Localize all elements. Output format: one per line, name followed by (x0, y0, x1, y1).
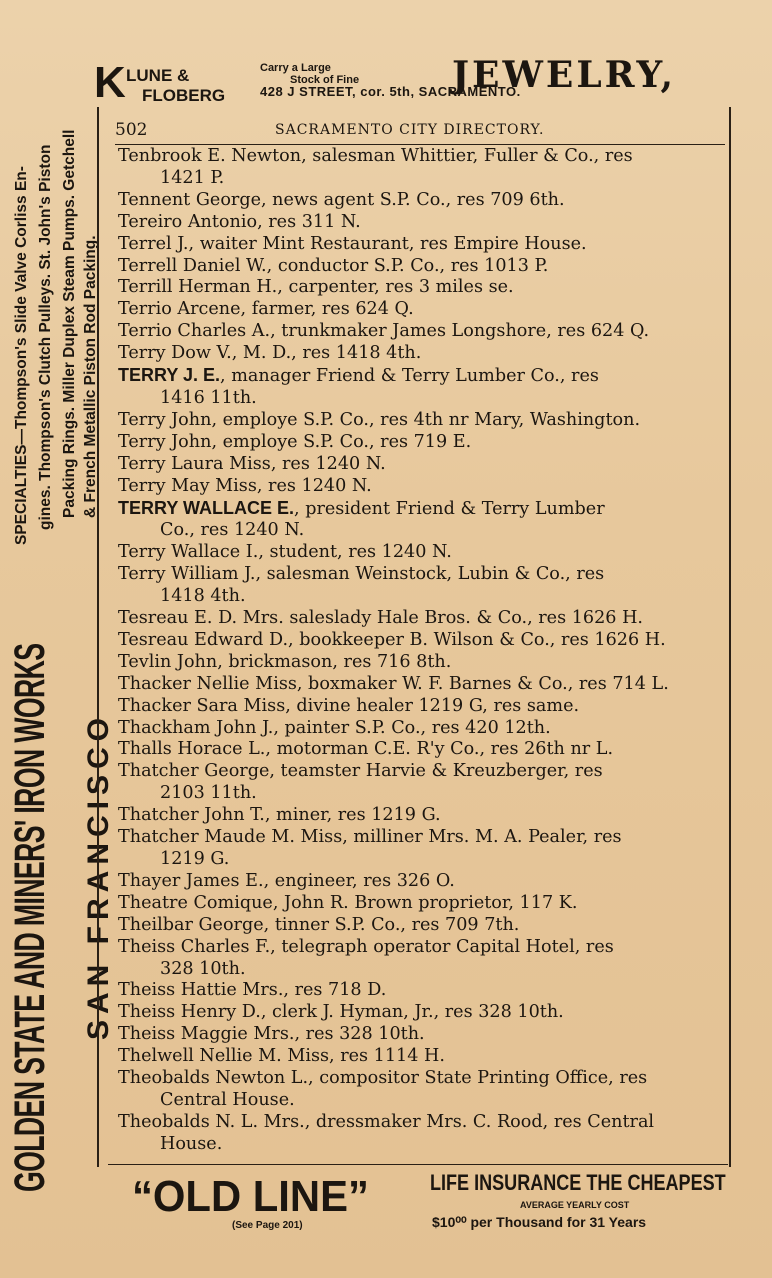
specialties-line-1: SPECIALTIES—Thompson's Slide Valve Corliss En- (13, 166, 30, 545)
entry-details: teamster Harvie & Kreuzberger, res (274, 761, 603, 782)
entry-name: Thelwell Nellie M. Miss, (118, 1046, 335, 1067)
entry-details: compositor State Printing Office, res (313, 1068, 648, 1089)
directory-entry (118, 256, 718, 278)
entry-details: dressmaker Mrs. C. Rood, res Central (310, 1111, 655, 1132)
directory-entry (118, 1112, 718, 1156)
directory-entry (118, 1002, 718, 1024)
directory-entry (118, 299, 718, 321)
entry-details: farmer, res 624 Q. (246, 299, 414, 320)
entry-details: salesman Weinstock, Lubin & Co., res (261, 564, 605, 585)
side-advertisement (0, 0, 115, 1278)
entry-name: Theatre Comique, (118, 892, 279, 913)
entry-details: milliner Mrs. M. A. Pealer, res (347, 827, 622, 848)
directory-entry (118, 871, 718, 893)
entry-continuation: Central House. (160, 1089, 295, 1110)
entry-continuation: 2103 11th. (160, 783, 257, 804)
entry-details: res 1418 4th. (296, 343, 422, 364)
average-cost-label: AVERAGE YEARLY COST (520, 1200, 630, 1210)
directory-entry (118, 212, 718, 234)
entry-name: Terrel J., (118, 233, 195, 254)
specialties-line-2: gines. Thompson's Clutch Pulleys. St. John's Piston (37, 144, 54, 530)
directory-entry (118, 498, 718, 543)
entry-name: Terry John, (118, 431, 218, 452)
directory-entry (118, 937, 718, 981)
life-insurance-text: LIFE INSURANCE THE CHEAPEST (430, 1170, 726, 1195)
entry-details: conductor S.P. Co., res 1013 P. (272, 255, 549, 276)
directory-entry (118, 234, 718, 256)
directory-entry (118, 608, 718, 630)
entry-details: waiter Mint Restaurant, res Empire House. (194, 233, 587, 254)
entry-name: Theiss Charles F., (118, 936, 276, 957)
entry-name: Theobalds N. L. Mrs., (118, 1111, 311, 1132)
entry-name: Theobalds Newton L., (118, 1068, 314, 1089)
entry-name-bold: TERRY J. E. (118, 365, 221, 386)
entry-name: Theiss Henry D., (118, 1002, 267, 1023)
jewelry-address: 428 J STREET, cor. 5th, SACRAMENTO. (260, 84, 521, 99)
entry-details: res 718 D. (289, 980, 387, 1001)
entry-name: Thacker Sara Miss, (118, 695, 291, 716)
entry-name: Terry Wallace I., (118, 542, 264, 563)
entry-name: Thackham John J., (118, 717, 279, 738)
entry-details: John R. Brown proprietor, 117 K. (278, 892, 578, 913)
logo-initial: K (94, 58, 126, 107)
entry-name: Terrio Arcene, (118, 299, 247, 320)
entry-continuation: 1219 G. (160, 849, 230, 869)
entry-name: Theiss Maggie Mrs., (118, 1024, 301, 1045)
entry-continuation: 1418 4th. (160, 586, 246, 607)
entry-name: Tevlin John, (118, 651, 223, 672)
entry-details: engineer, res 326 O. (269, 870, 455, 891)
entry-details: telegraph operator Capital Hotel, res (275, 936, 614, 957)
specialties-line-3: Packing Rings. Miller Duplex Steam Pumps. Getchell (61, 129, 78, 518)
directory-entry (118, 564, 718, 608)
page-number: 502 (115, 120, 148, 140)
directory-entry (118, 739, 718, 761)
directory-entry (118, 1046, 718, 1068)
carry-line-1: Carry a Large (260, 62, 331, 74)
directory-entry (118, 761, 718, 805)
entry-details: employe S.P. Co., res 4th nr Mary, Washington. (217, 409, 641, 430)
page-header (115, 120, 725, 145)
directory-entry (118, 980, 718, 1002)
entry-details: boxmaker W. F. Barnes & Co., res 714 L. (302, 673, 669, 694)
directory-title: SACRAMENTO CITY DIRECTORY. (275, 122, 545, 138)
entry-details: tinner S.P. Co., res 709 7th. (269, 914, 520, 935)
entry-details: divine healer 1219 G, res same. (290, 695, 580, 716)
directory-entry (118, 321, 718, 343)
directory-entry (118, 805, 718, 827)
carry-line-2: Stock of Fine (290, 74, 360, 86)
logo-name-2: FLOBERG (142, 86, 226, 105)
entry-name: Tesreau Edward D., (118, 629, 294, 650)
entry-name-bold: TERRY WALLACE E. (118, 497, 295, 518)
entry-details: saleslady Hale Bros. & Co., res 1626 H. (283, 608, 644, 629)
entry-name: Tereiro Antonio, (118, 211, 263, 232)
entry-name: Theilbar George, (118, 914, 270, 935)
directory-entry (118, 542, 718, 564)
bottom-divider (108, 1164, 728, 1165)
directory-entry (118, 696, 718, 718)
entry-details: clerk J. Hyman, Jr., res 328 10th. (266, 1002, 564, 1023)
entry-details: salesman Whittier, Fuller & Co., res (306, 146, 633, 166)
entry-name: Terrio Charles A., (118, 321, 276, 342)
directory-entry (118, 277, 718, 299)
entry-continuation: 1416 11th. (160, 387, 257, 408)
entry-name: Terrill Herman H., (118, 277, 283, 298)
entry-name: Thatcher John T., (118, 805, 271, 826)
entry-continuation: 328 10th. (160, 958, 246, 979)
entry-details: carpenter, res 3 miles se. (282, 277, 514, 298)
directory-entry (118, 190, 718, 212)
entry-details: employe S.P. Co., res 719 E. (217, 431, 472, 452)
entry-details: res 311 N. (262, 211, 361, 232)
entry-details: bookkeeper B. Wilson & Co., res 1626 H. (293, 629, 666, 650)
entry-details: trunkmaker James Longshore, res 624 Q. (275, 321, 650, 342)
entry-name: Terry John, (118, 409, 218, 430)
entry-name: Thatcher George, (118, 761, 275, 782)
entry-details: res 1114 H. (334, 1046, 445, 1067)
directory-entry (118, 915, 718, 937)
directory-entry (118, 365, 718, 410)
jewelry-heading: JEWELRY, (452, 54, 677, 96)
entry-details: motorman C.E. R'y Co., res 26th nr L. (271, 739, 614, 760)
directory-entry (118, 827, 718, 871)
entry-name: Thatcher Maude M. Miss, (118, 827, 348, 848)
entry-name: Thacker Nellie Miss, (118, 673, 303, 694)
directory-entry (118, 652, 718, 674)
entry-continuation: 1421 P. (160, 167, 225, 188)
directory-entry (118, 630, 718, 652)
entry-name: Tennent George, (118, 189, 267, 210)
entry-details: news agent S.P. Co., res 709 6th. (266, 189, 565, 210)
see-page-note: (See Page 201) (232, 1220, 303, 1231)
entry-details: , president Friend & Terry Lumber (294, 498, 605, 519)
entry-name: Tenbrook E. Newton, (118, 146, 307, 166)
iron-works-title: GOLDEN STATE AND MINERS' IRON WORKS (6, 643, 54, 1192)
entry-details: res 1240 N. (262, 475, 372, 496)
entry-details: miner, res 1219 G. (270, 805, 441, 826)
entry-details: res 1240 N. (276, 453, 386, 474)
entry-continuation: House. (160, 1133, 223, 1154)
entry-name: Terry Dow V., M. D., (118, 343, 297, 364)
iron-works-city: SAN FRANCISCO (82, 711, 115, 1040)
directory-entry (118, 343, 718, 365)
entry-details: res 328 10th. (300, 1024, 425, 1045)
entry-details: painter S.P. Co., res 420 12th. (278, 717, 551, 738)
logo-name-1: LUNE & (126, 66, 190, 85)
entry-details: , manager Friend & Terry Lumber Co., res (220, 366, 599, 387)
directory-entry (118, 1024, 718, 1046)
directory-entry (118, 718, 718, 740)
directory-entry (118, 674, 718, 696)
directory-entry (118, 410, 718, 432)
entry-name: Tesreau E. D. Mrs. (118, 608, 284, 629)
directory-entry (118, 476, 718, 498)
entry-name: Terrell Daniel W., (118, 255, 273, 276)
directory-entry (118, 1068, 718, 1112)
entry-name: Terry William J., (118, 564, 262, 585)
directory-entry (118, 893, 718, 915)
carry-text (260, 62, 359, 86)
directory-entries (118, 146, 718, 1156)
entry-details: brickmason, res 716 8th. (222, 651, 452, 672)
entry-continuation: Co., res 1240 N. (160, 520, 305, 541)
top-advertisement (92, 52, 732, 110)
directory-entry (118, 454, 718, 476)
directory-entry (118, 432, 718, 454)
entry-details: student, res 1240 N. (263, 542, 452, 563)
entry-name: Theiss Hattie Mrs., (118, 980, 289, 1001)
entry-name: Thayer James E., (118, 870, 270, 891)
cost-per-thousand: $10⁰⁰ per Thousand for 31 Years (432, 1214, 647, 1230)
entry-name: Thalls Horace L., (118, 739, 271, 760)
directory-entry (118, 146, 718, 190)
entry-name: Terry May Miss, (118, 475, 263, 496)
entry-name: Terry Laura Miss, (118, 453, 277, 474)
specialties-line-4: & French Metallic Piston Rod Packing. (82, 235, 99, 518)
old-line-heading: “OLD LINE” (132, 1172, 369, 1221)
